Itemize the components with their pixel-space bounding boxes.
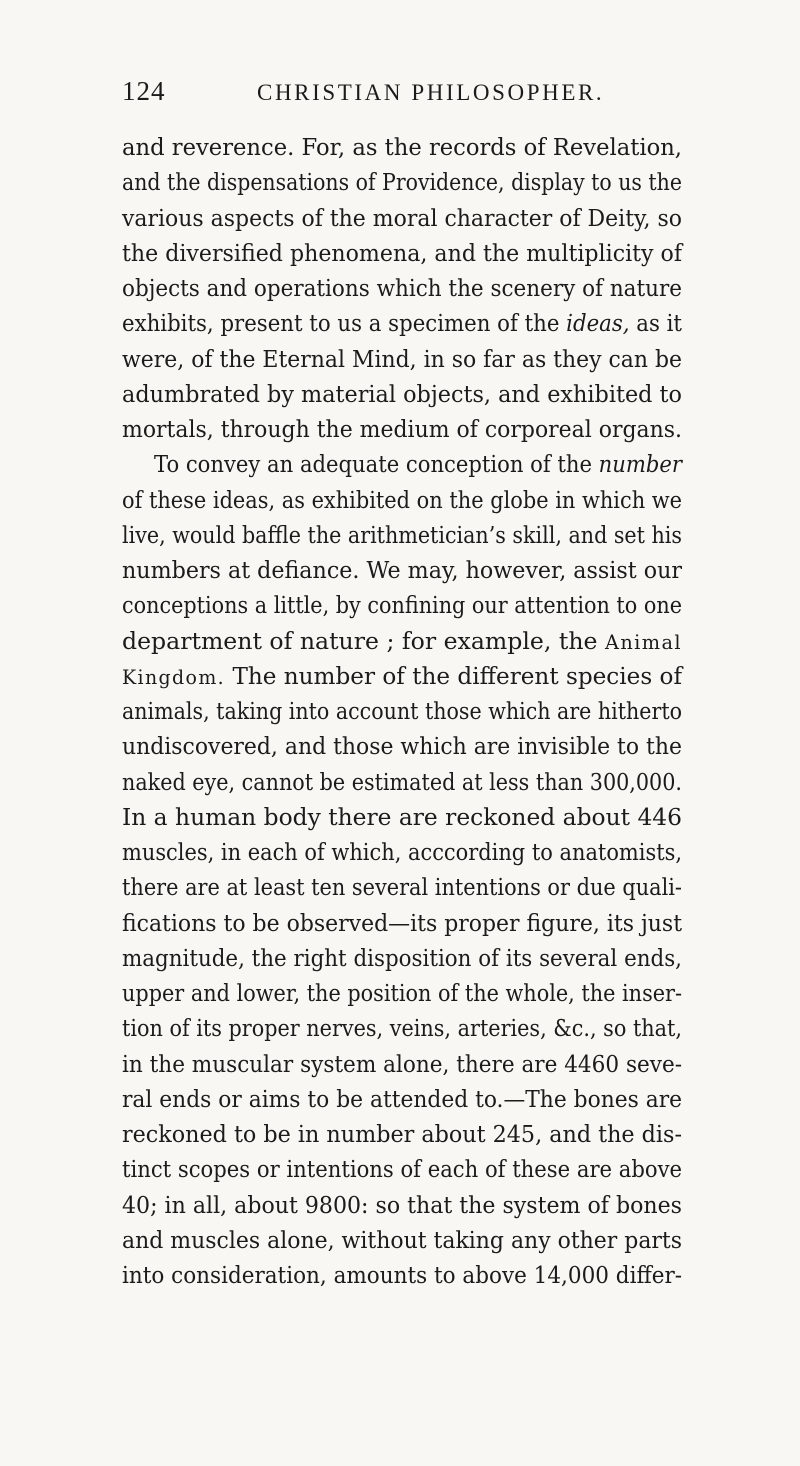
text-line [122, 624, 800, 659]
text-line: of these ideas, as exhibited on the globe in which we [122, 485, 683, 514]
text-line [122, 659, 800, 694]
text-line: ral ends or aims to be attended to.—The bones are [122, 1084, 683, 1113]
text-run: The number of the different species of [225, 661, 683, 690]
paragraph-start-line [122, 447, 800, 482]
text-run: exhibits, present to us a specimen of the [122, 309, 567, 338]
text-line: tion of its proper nerves, veins, arteries, &c., so that, [122, 1014, 682, 1043]
text-line: objects and operations which the scenery of nature [122, 274, 682, 302]
text-line: the diversified phenomena, and the multiplicity of [122, 238, 683, 267]
text-line: in the muscular system alone, there are 4460 seve- [122, 1049, 683, 1078]
text-line: mortals, through the medium of corporeal organs. [122, 415, 683, 443]
text-line: 40; in all, about 9800: so that the system of bones [122, 1190, 682, 1219]
text-line: In a human body there are reckoned about 446 [122, 802, 683, 831]
text-line: and muscles alone, without taking any other parts [122, 1225, 683, 1254]
italic-word-ideas: ideas, [566, 309, 630, 338]
text-run: as it [629, 309, 682, 338]
page-header [122, 76, 642, 116]
text-line: various aspects of the moral character of Deity, so [122, 203, 682, 232]
text-run: To convey an adequate conception of the [154, 450, 599, 479]
italic-word-number: number [598, 450, 682, 479]
text-line: and the dispensations of Providence, display to us the [122, 168, 682, 197]
text-line: upper and lower, the position of the whole, the inser- [122, 979, 683, 1007]
text-line: fications to be observed—its proper figure, its just [122, 908, 683, 937]
text-line: reckoned to be in number about 245, and the dis- [122, 1120, 682, 1148]
text-line: were, of the Eternal Mind, in so far as they can be [122, 344, 683, 373]
running-head: CHRISTIAN PHILOSOPHER. [257, 80, 605, 105]
text-line: undiscovered, and those which are invisible to the [122, 732, 682, 761]
body-text [122, 130, 800, 1293]
small-caps-kingdom: Kingdom. [122, 665, 226, 689]
text-line: adumbrated by material objects, and exhibited to [122, 379, 682, 408]
page-number: 124 [122, 76, 166, 106]
text-line: there are at least ten several intentions or due quali- [122, 873, 682, 902]
text-line: and reverence. For, as the records of Revelation, [122, 133, 682, 161]
text-line: animals, taking into account those which are hitherto [122, 697, 683, 725]
text-line: tinct scopes or intentions of each of these are above [122, 1155, 683, 1184]
text-line: numbers at defiance. We may, however, assist our [122, 556, 683, 584]
text-line: live, would baffle the arithmetician’s skill, and set his [122, 520, 683, 549]
text-line: muscles, in each of which, acccording to anatomists, [122, 838, 683, 866]
small-caps-animal: Animal [604, 630, 682, 654]
text-line [122, 306, 800, 341]
text-line: naked eye, cannot be estimated at less than 300,000. [122, 767, 682, 796]
text-line: conceptions a little, by confining our attention to one [122, 591, 683, 620]
text-line: magnitude, the right disposition of its several ends, [122, 943, 682, 972]
text-line: into consideration, amounts to above 14,000 differ- [122, 1261, 683, 1289]
text-run: department of nature ; for example, the [122, 626, 605, 655]
